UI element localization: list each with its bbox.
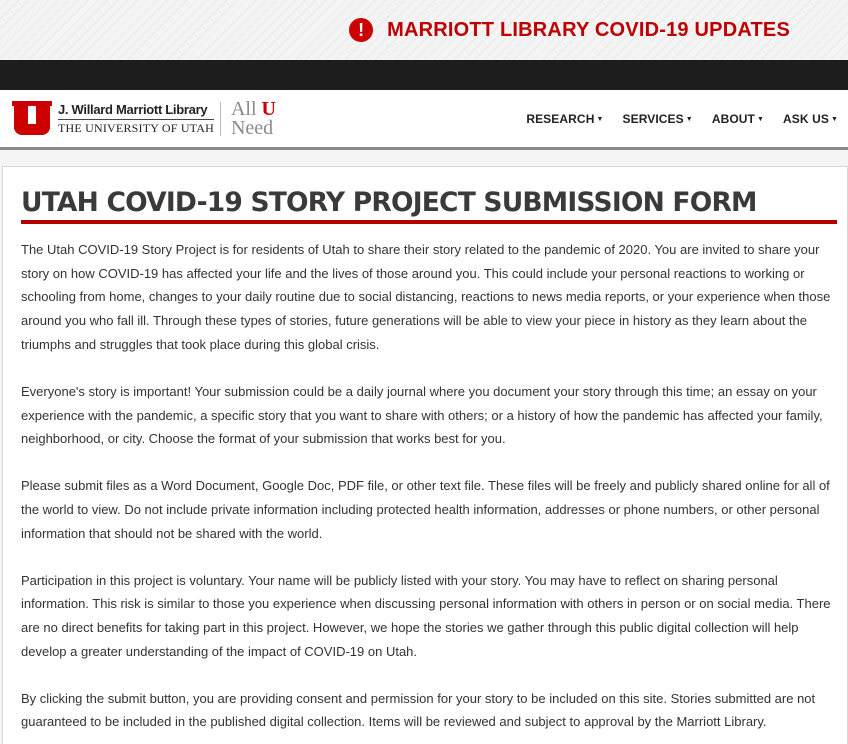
- story-importance-paragraph: Everyone's story is important! Your submission could be a daily journal where you document your story through this time; an essay on your experience with the pandemic, a specific story that you want to share with others; or a history of how the pandemic has affected your family, neighborhood, or city. Choose the format of your submission that works best for you.: [21, 383, 823, 447]
- library-name: J. Willard Marriott Library: [58, 101, 208, 117]
- exclamation-circle-icon: !: [349, 18, 373, 42]
- black-band: [0, 60, 848, 90]
- nav-ask-us[interactable]: ASK US ▼: [783, 111, 838, 126]
- tagline-need: Need: [230, 116, 274, 139]
- university-name: THE UNIVERSITY OF UTAH: [58, 120, 214, 135]
- tagline-all: All: [230, 97, 257, 120]
- participation-paragraph: Participation in this project is voluntary. Your name will be publicly listed with your story. You may have to reflect on sharing personal information. This risk is similar to those you experience when discussing personal information with others in person or on social media. There are no direct benefits for taking part in this project. However, we hope the stories we gather through this public digital collection will help develop a greater understanding of the impact of COVID-19 on Utah.: [21, 572, 831, 659]
- caret-down-icon: ▼: [596, 115, 604, 123]
- intro-paragraph: The Utah COVID-19 Story Project is for residents of Utah to share their story related to the pandemic of 2020. You are invited to share your story on how COVID-19 has affected your life and the lives of those around you. This could include your personal reactions to working or schooling from home, changes to your daily routine due to social distancing, reactions to news media reports, or your experience when those around you who fall ill. Through these types of stories, future generations will be able to view your piece in history as they learn about the triumphs and struggles that took place during this global crisis.: [21, 242, 831, 352]
- caret-down-icon: ▼: [685, 115, 693, 123]
- nav-about[interactable]: ABOUT ▼: [711, 111, 765, 126]
- all-u-need-tagline: [230, 97, 276, 139]
- university-u-logo-icon[interactable]: [12, 101, 52, 137]
- site-header: [0, 90, 848, 150]
- nav-research[interactable]: RESEARCH ▼: [526, 111, 604, 126]
- tagline-u: U: [261, 97, 276, 120]
- main-content: [2, 166, 848, 744]
- caret-down-icon: ▼: [830, 115, 838, 123]
- file-submission-paragraph: Please submit files as a Word Document, Google Doc, PDF file, or other text file. These files will be freely and publicly shared online for all of the world to view. Do not include private information including protected health information, addresses or phone numbers, or other personal information that should not be shared with the world.: [21, 478, 830, 541]
- main-nav: [526, 90, 848, 147]
- covid-updates-link[interactable]: MARRIOTT LIBRARY COVID-19 UPDATES: [387, 18, 790, 41]
- content-wrapper: [0, 150, 848, 744]
- nav-services[interactable]: SERVICES ▼: [622, 111, 693, 126]
- library-logo-text[interactable]: [58, 102, 221, 136]
- covid-alert-bar: [0, 0, 848, 60]
- consent-paragraph: By clicking the submit button, you are providing consent and permission for your story to be included on this site. Stories submitted are not guaranteed to be included in the published digital collection. Items will be reviewed and subject to approval by the Marriott Library.: [21, 690, 816, 730]
- page-title: UTAH COVID-19 STORY PROJECT SUBMISSION FORM: [21, 187, 837, 224]
- caret-down-icon: ▼: [756, 115, 765, 123]
